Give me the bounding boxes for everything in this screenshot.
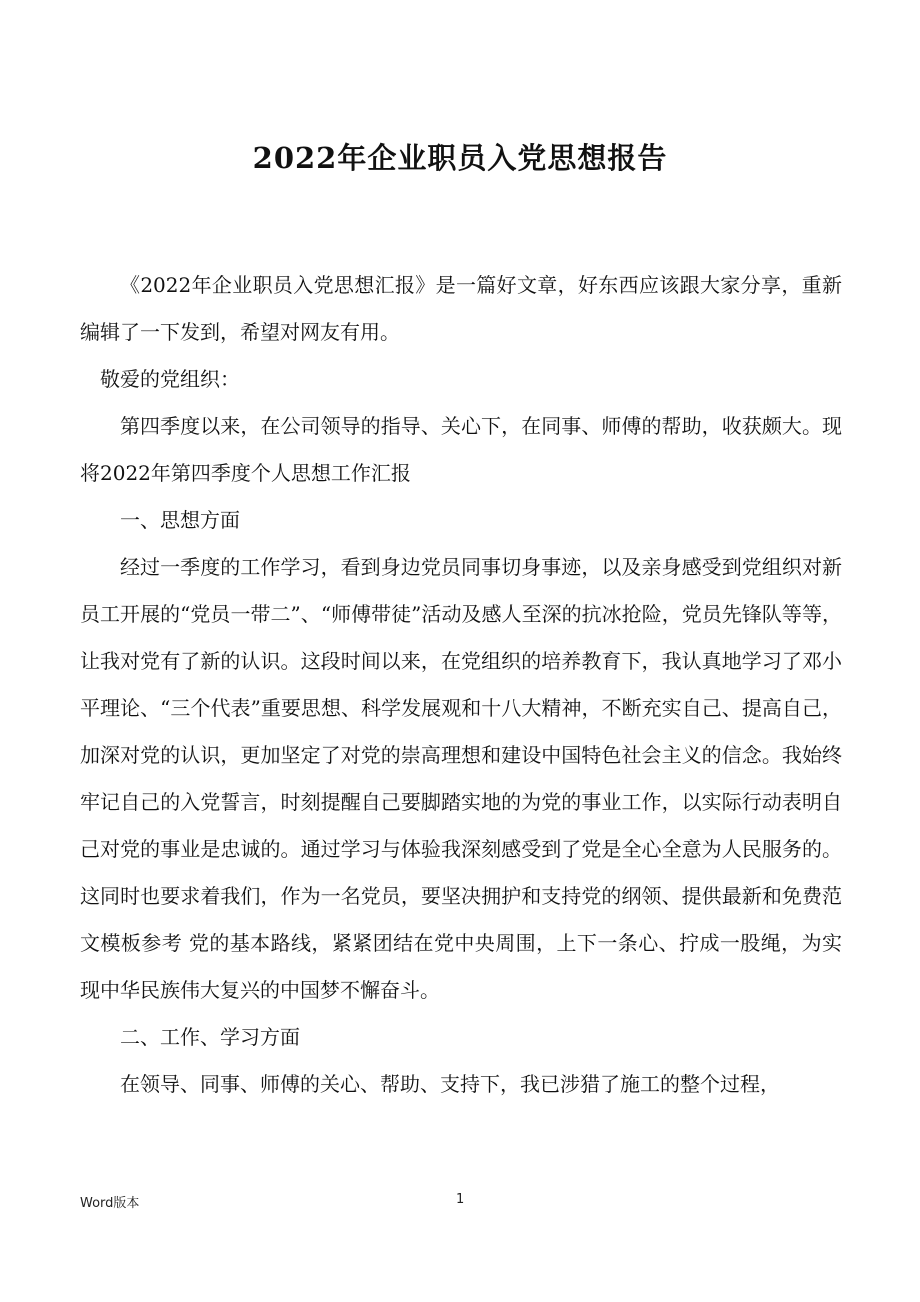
footer-version-label: Word版本 <box>80 1196 140 1211</box>
thought-paragraph: 经过一季度的工作学习，看到身边党员同事切身事迹，以及亲身感受到党组织对新员工开展的“党员一带二”、“师傅带徒”活动及感人至深的抗冰抢险，党员先锋队等等，让我对党有了新的认识。这段时间以来，在党组织的培养教育下，我认真地学习了邓小平理论、“三个代表”重要思想、科学发展观和十八大精神，不断充实自己、提高自己，加深对党的认识，更加坚定了对党的崇高理想和建设中国特色社会主义的信念。我始终牢记自己的入党誓言，时刻提醒自己要脚踏实地的为党的事业工作，以实际行动表明自己对党的事业是忠诚的。通过学习与体验我深刻感受到了党是全心全意为人民服务的。这同时也要求着我们，作为一名党员，要坚决拥护和支持党的纲领、提供最新和免费范文模板参考 党的基本路线，紧紧团结在党中央周围，上下一条心、拧成一股绳，为实现中华民族伟大复兴的中国梦不懈奋斗。 <box>80 555 842 1002</box>
footer-page-number: 1 <box>456 1192 465 1207</box>
document-title: 2022年企业职员入党思想报告 <box>252 141 668 175</box>
opening-paragraph: 第四季度以来，在公司领导的指导、关心下，在同事、师傅的帮助，收获颇大。现将2022年第四季度个人思想工作汇报 <box>80 414 842 485</box>
salutation-paragraph: 敬爱的党组织： <box>100 367 240 391</box>
document-body <box>80 262 842 1108</box>
section-heading-thought: 一、思想方面 <box>120 508 240 532</box>
intro-paragraph: 《2022年企业职员入党思想汇报》是一篇好文章，好东西应该跟大家分享，重新编辑了一下发到，希望对网友有用。 <box>80 273 842 344</box>
section-heading-work-study: 二、工作、学习方面 <box>120 1025 300 1049</box>
page-footer <box>0 1192 920 1216</box>
work-study-paragraph: 在领导、同事、师傅的关心、帮助、支持下，我已涉猎了施工的整个过程， <box>120 1072 780 1096</box>
